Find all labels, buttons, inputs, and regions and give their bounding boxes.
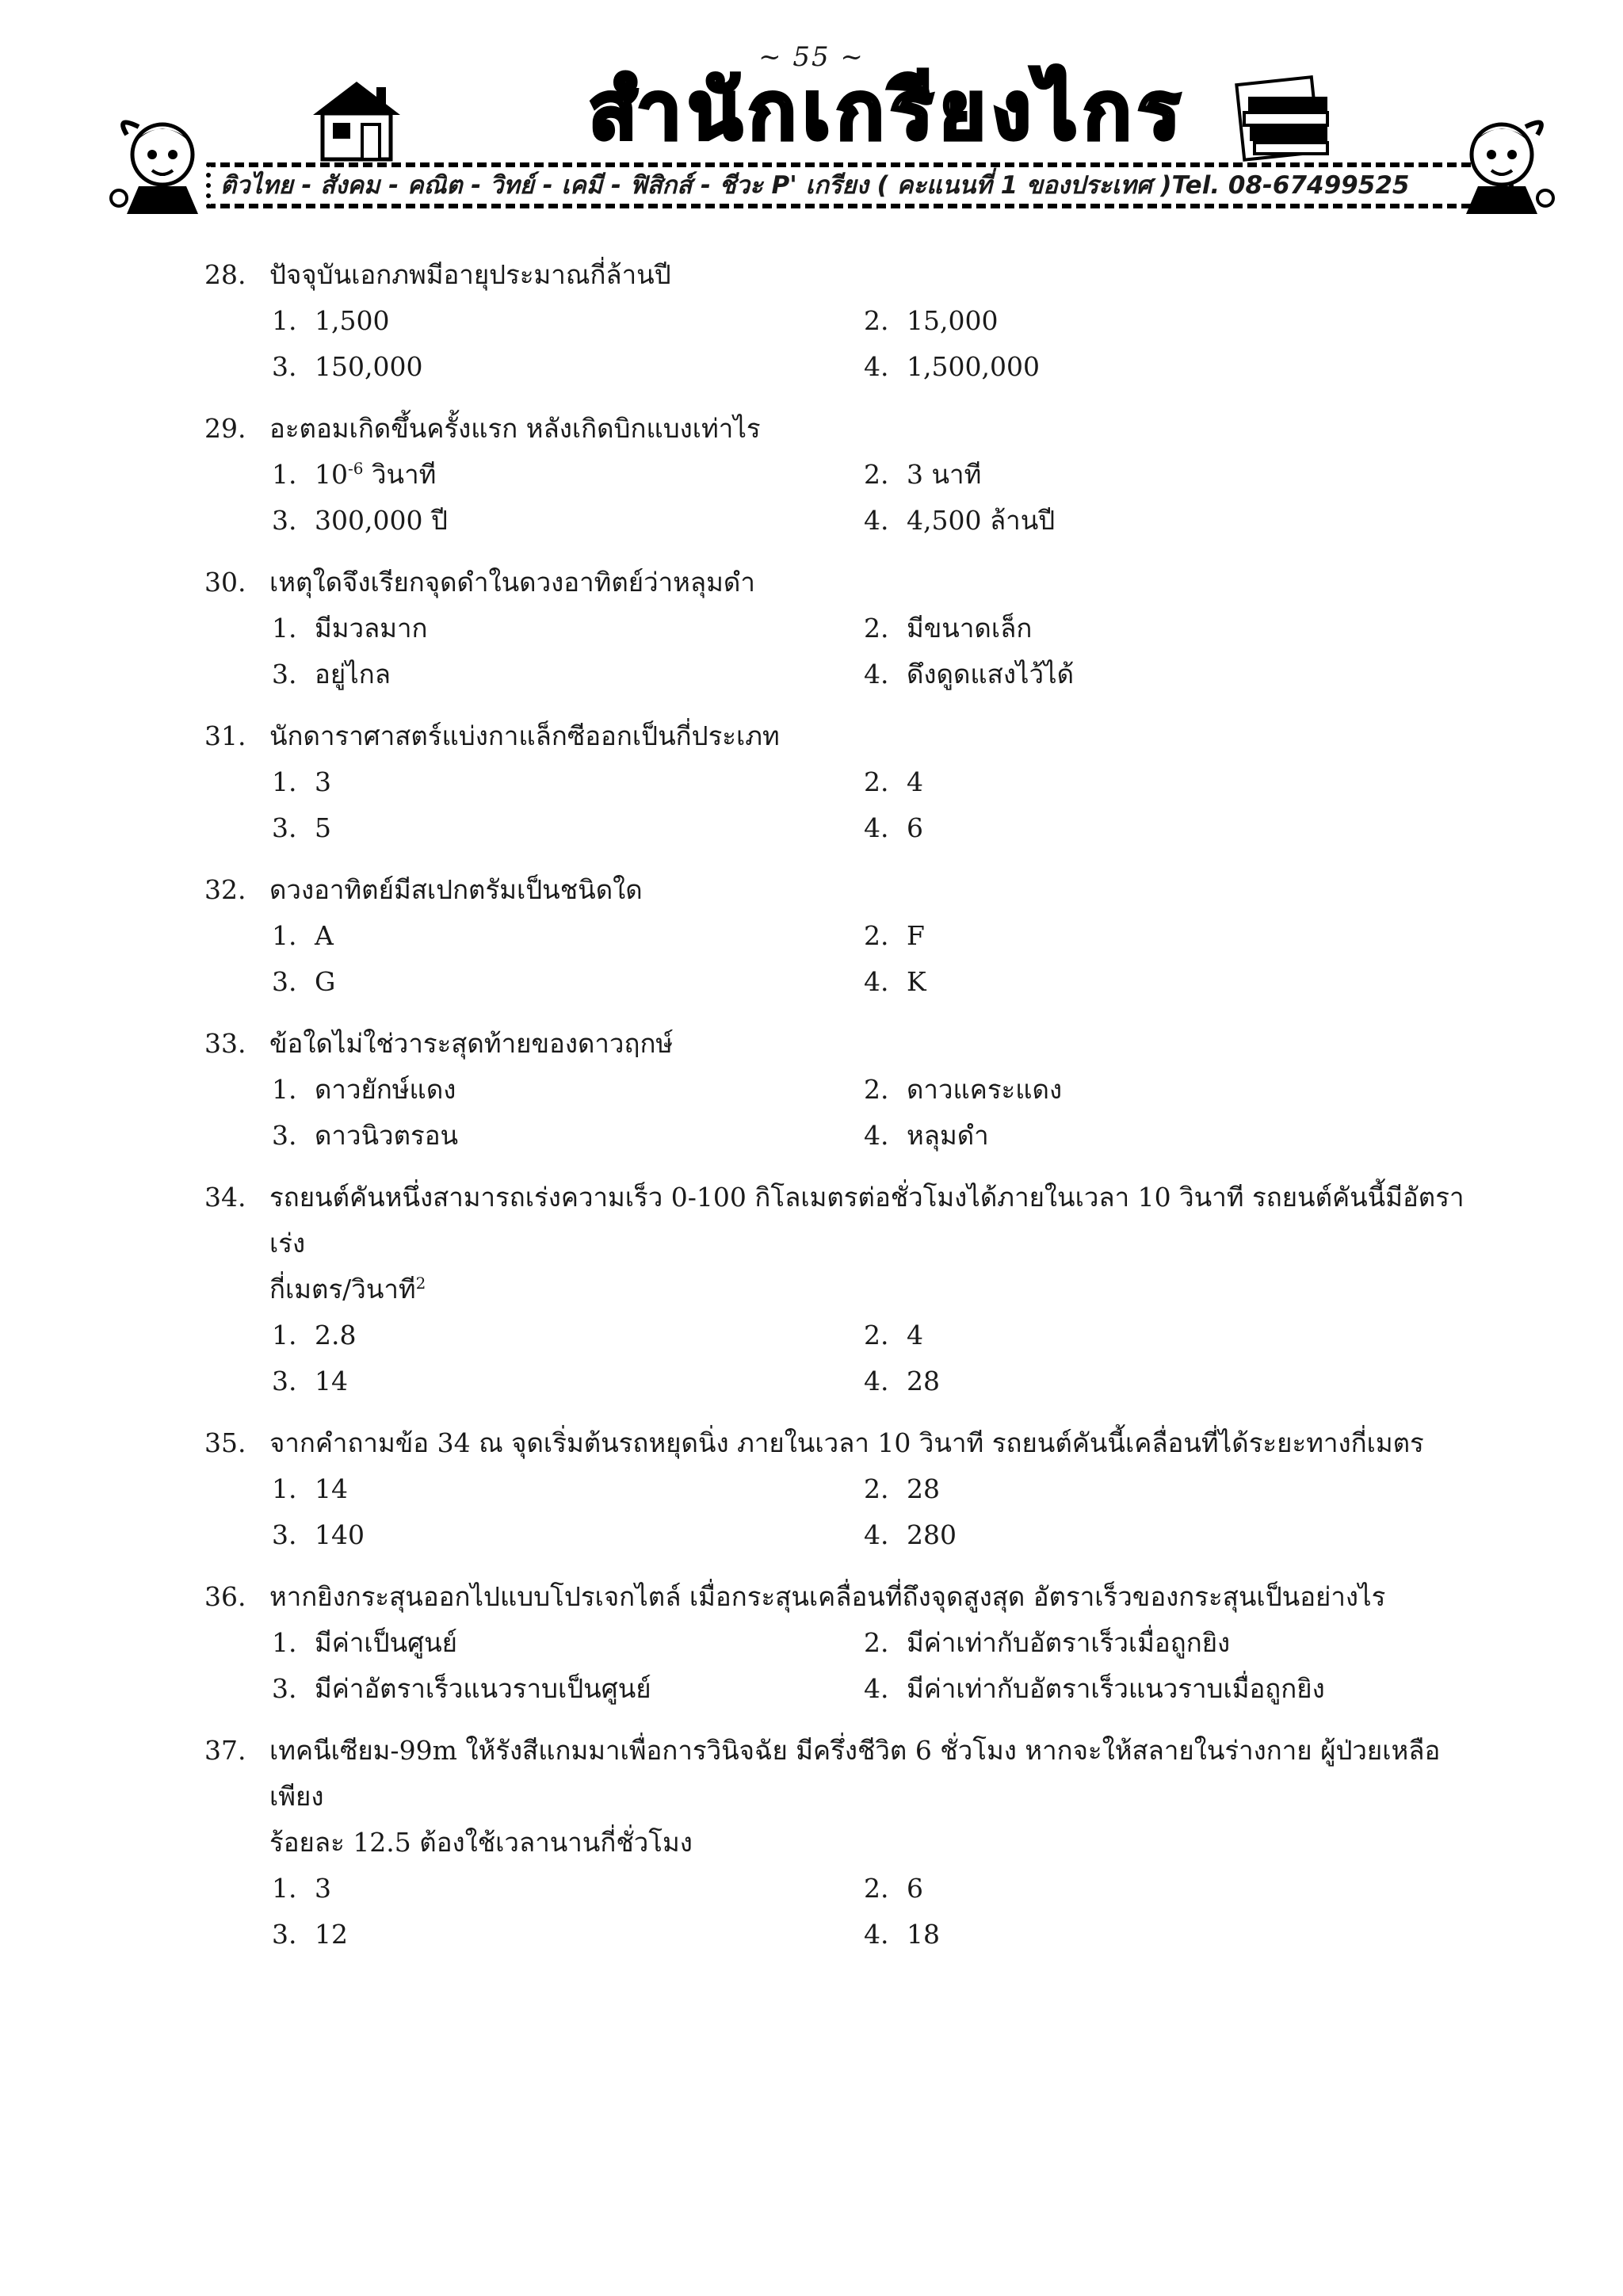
option-2: 2. 15,000 bbox=[864, 305, 999, 336]
question-number: 28. bbox=[204, 259, 246, 290]
question-text-line-2: ร้อยละ 12.5 ต้องใช้เวลานานกี่ชั่วโมง bbox=[269, 1827, 693, 1858]
option-1: 1. ดาวยักษ์แดง bbox=[272, 1074, 456, 1105]
option-1: 1. มีมวลมาก bbox=[272, 613, 428, 644]
question-number: 33. bbox=[204, 1028, 246, 1059]
option-3: 3. 140 bbox=[272, 1519, 365, 1550]
option-4: 4. 1,500,000 bbox=[864, 351, 1040, 382]
option-4: 4. K bbox=[864, 966, 926, 997]
option-2: 2. 4 bbox=[864, 1320, 923, 1350]
option-4: 4. 6 bbox=[864, 812, 923, 843]
books-icon bbox=[1232, 73, 1339, 164]
option-4: 4. ดึงดูดแสงไว้ได้ bbox=[864, 659, 1075, 690]
option-4: 4. หลุมดำ bbox=[864, 1120, 989, 1151]
option-4: 4. มีค่าเท่ากับอัตราเร็วแนวราบเมื่อถูกยิง bbox=[864, 1673, 1325, 1704]
option-2: 2. 28 bbox=[864, 1473, 940, 1504]
option-4: 4. 28 bbox=[864, 1366, 940, 1396]
option-3: 3. 12 bbox=[272, 1919, 348, 1950]
mascot-right-icon bbox=[1442, 111, 1561, 222]
question-number: 29. bbox=[204, 413, 246, 444]
option-4: 4. 4,500 ล้านปี bbox=[864, 505, 1056, 536]
question-31 bbox=[0, 713, 1623, 851]
option-1: 1. 3 bbox=[272, 1873, 331, 1904]
question-text: เทคนีเซียม-99m ให้รังสีแกมมาเพื่อการวินิจฉัย มีครึ่งชีวิต 6 ชั่วโมง หากจะให้สลายในร่างกาย ผู้ป่วยเหลือเพียง bbox=[269, 1735, 1441, 1812]
option-3: 3. G bbox=[272, 966, 336, 997]
question-text: ดวงอาทิตย์มีสเปกตรัมเป็นชนิดใด bbox=[269, 874, 643, 905]
option-1: 1. A bbox=[272, 920, 334, 951]
option-2: 2. F bbox=[864, 920, 925, 951]
question-37 bbox=[0, 1728, 1623, 1958]
question-text: หากยิงกระสุนออกไปแบบโปรเจกไตล์ เมื่อกระสุนเคลื่อนที่ถึงจุดสูงสุด อัตราเร็วของกระสุนเป็นอย่างไร bbox=[269, 1581, 1386, 1612]
question-34 bbox=[0, 1175, 1623, 1404]
option-1: 1. 1,500 bbox=[272, 305, 390, 336]
question-text: ปัจจุบันเอกภพมีอายุประมาณกี่ล้านปี bbox=[269, 259, 671, 290]
header-banner: ติวไทย - สังคม - คณิต - วิทย์ - เคมี - ฟิสิกส์ - ชีวะ P' เกรียง ( คะแนนที่ 1 ของประเทศ )Tel. 08-67499525 bbox=[206, 162, 1514, 208]
option-3: 3. ดาวนิวตรอน bbox=[272, 1120, 459, 1151]
option-3: 3. มีค่าอัตราเร็วแนวราบเป็นศูนย์ bbox=[272, 1673, 651, 1704]
option-1: 1. 3 bbox=[272, 766, 331, 797]
question-text: นักดาราศาสตร์แบ่งกาแล็กซีออกเป็นกี่ประเภท bbox=[269, 720, 780, 751]
option-2: 2. ดาวแคระแดง bbox=[864, 1074, 1063, 1105]
question-text: อะตอมเกิดขึ้นครั้งแรก หลังเกิดบิกแบงเท่าไร bbox=[269, 413, 761, 444]
question-number: 36. bbox=[204, 1581, 246, 1612]
option-3: 3. 14 bbox=[272, 1366, 348, 1396]
question-list bbox=[0, 252, 1623, 1973]
option-2: 2. 3 นาที bbox=[864, 459, 982, 490]
option-2: 2. มีค่าเท่ากับอัตราเร็วเมื่อถูกยิง bbox=[864, 1627, 1231, 1658]
option-4: 4. 18 bbox=[864, 1919, 940, 1950]
superscript: 2 bbox=[415, 1274, 426, 1293]
mascot-left-icon bbox=[103, 111, 222, 222]
question-number: 35. bbox=[204, 1427, 246, 1458]
option-2: 2. 4 bbox=[864, 766, 923, 797]
header-title: สำนักเกรียงไกร bbox=[588, 64, 1187, 157]
question-text: ข้อใดไม่ใช่วาระสุดท้ายของดาวฤกษ์ bbox=[269, 1028, 674, 1059]
question-35 bbox=[0, 1420, 1623, 1558]
question-text: รถยนต์คันหนึ่งสามารถเร่งความเร็ว 0-100 กิโลเมตรต่อชั่วโมงได้ภายในเวลา 10 วินาที รถยนต์คันนี้มีอัตราเร่ง bbox=[269, 1182, 1465, 1259]
question-text: เหตุใดจึงเรียกจุดดำในดวงอาทิตย์ว่าหลุมดำ bbox=[269, 567, 755, 598]
question-33 bbox=[0, 1021, 1623, 1159]
question-29 bbox=[0, 406, 1623, 544]
question-28 bbox=[0, 252, 1623, 390]
question-36 bbox=[0, 1574, 1623, 1712]
question-number: 34. bbox=[204, 1182, 246, 1213]
question-text-line-2: กี่เมตร/วินาที$^2$ bbox=[269, 1274, 426, 1305]
superscript: -6 bbox=[348, 459, 364, 478]
option-1: 1. มีค่าเป็นศูนย์ bbox=[272, 1627, 457, 1658]
option-3: 3. 150,000 bbox=[272, 351, 423, 382]
option-1: 1. 2.8 bbox=[272, 1320, 357, 1350]
house-icon bbox=[305, 75, 408, 162]
option-3: 3. 5 bbox=[272, 812, 331, 843]
option-4: 4. 280 bbox=[864, 1519, 957, 1550]
question-32 bbox=[0, 867, 1623, 1005]
question-number: 31. bbox=[204, 720, 246, 751]
option-2: 2. 6 bbox=[864, 1873, 923, 1904]
option-1: 1. $10^{-6}$ วินาที bbox=[272, 459, 437, 490]
option-3: 3. 300,000 ปี bbox=[272, 505, 448, 536]
question-text: จากคำถามข้อ 34 ณ จุดเริ่มต้นรถหยุดนิ่ง ภายในเวลา 10 วินาที รถยนต์คันนี้เคลื่อนที่ได้ระยะทางกี่เมตร bbox=[269, 1427, 1424, 1458]
question-number: 30. bbox=[204, 567, 246, 598]
page-number: ~ 55 ~ bbox=[758, 41, 865, 73]
option-2: 2. มีขนาดเล็ก bbox=[864, 613, 1033, 644]
option-3: 3. อยู่ไกล bbox=[272, 659, 391, 690]
question-number: 37. bbox=[204, 1735, 246, 1766]
option-1: 1. 14 bbox=[272, 1473, 348, 1504]
question-number: 32. bbox=[204, 874, 246, 905]
question-30 bbox=[0, 560, 1623, 697]
